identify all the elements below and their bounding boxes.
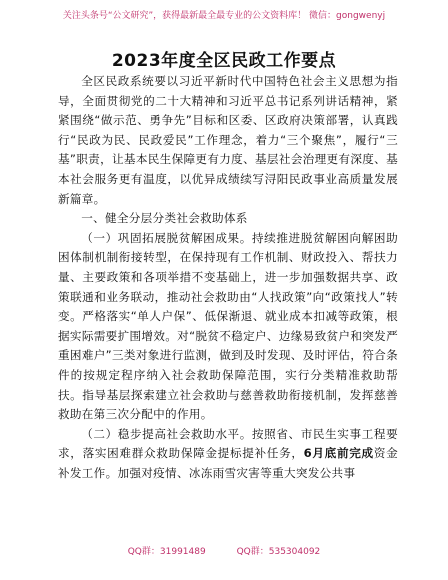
- footer-qq-group-2: QQ群：535304092: [236, 547, 321, 557]
- document-body: [58, 72, 398, 483]
- item-one-paragraph: （一）巩固拓展脱贫解困成果。持续推进脱贫解困向解困助困体制机制衔接转型，在保持现有工作机制、财政投入、帮扶力量、主要政策和各项举措不变基础上，进一步加强数据共享、政策联通和业务联动，推动社会救助由“人找政策”向“政策找人”转变。严格落实“单人户保”、低保渐退、就业成本扣减等政策，根据实际需要扩围增效。对“脱贫不稳定户、边缘易致贫户和突发严重困难户”三类对象进行监测，做到及时发现、及时评估，符合条件的按规定程序纳入社会救助保障范围，实行分类精准救助帮扶。指导基层探索建立社会救助与慈善救助衔接机制，发挥慈善救助在第三次分配中的作用。: [58, 230, 398, 422]
- footer: [0, 544, 448, 557]
- document-title: 2023年度全区民政工作要点: [111, 51, 337, 71]
- item-two-deadline: 6月底前完成: [303, 446, 374, 461]
- item-two-text-pre: （二）稳步提高社会救助水平。按照省、市民生实事工程要求，落实困难群众救助保障金提标提补任务，: [58, 426, 398, 461]
- footer-qq-group-1: QQ群：31991489: [127, 547, 206, 557]
- intro-paragraph: 全区民政系统要以习近平新时代中国特色社会主义思想为指导，全面贯彻党的二十大精神和习近平总书记系列讲话精神，紧紧围绕“做示范、勇争先”目标和区委、区政府决策部署，认真践行“民政为民、民政爱民”工作理念，着力“三个聚焦”，履行“三基”职责，让基本民生保障更有力度、基层社会治理更有深度、基本社会服务更有温度，以优异成绩续写浔阳民政事业高质量发展新篇章。: [58, 74, 398, 206]
- item-two-text-post: 资金补发工作。加强对疫情、冰冻雨雪灾害等重大突发公共事: [58, 446, 398, 480]
- item-two-paragraph: [58, 425, 398, 484]
- section-heading: 一、健全分层分类社会救助体系: [81, 211, 248, 226]
- header-note: 关注头条号“公文研究”，获得最新最全最专业的公文资料库！ 微信：gongwenyj: [62, 11, 386, 21]
